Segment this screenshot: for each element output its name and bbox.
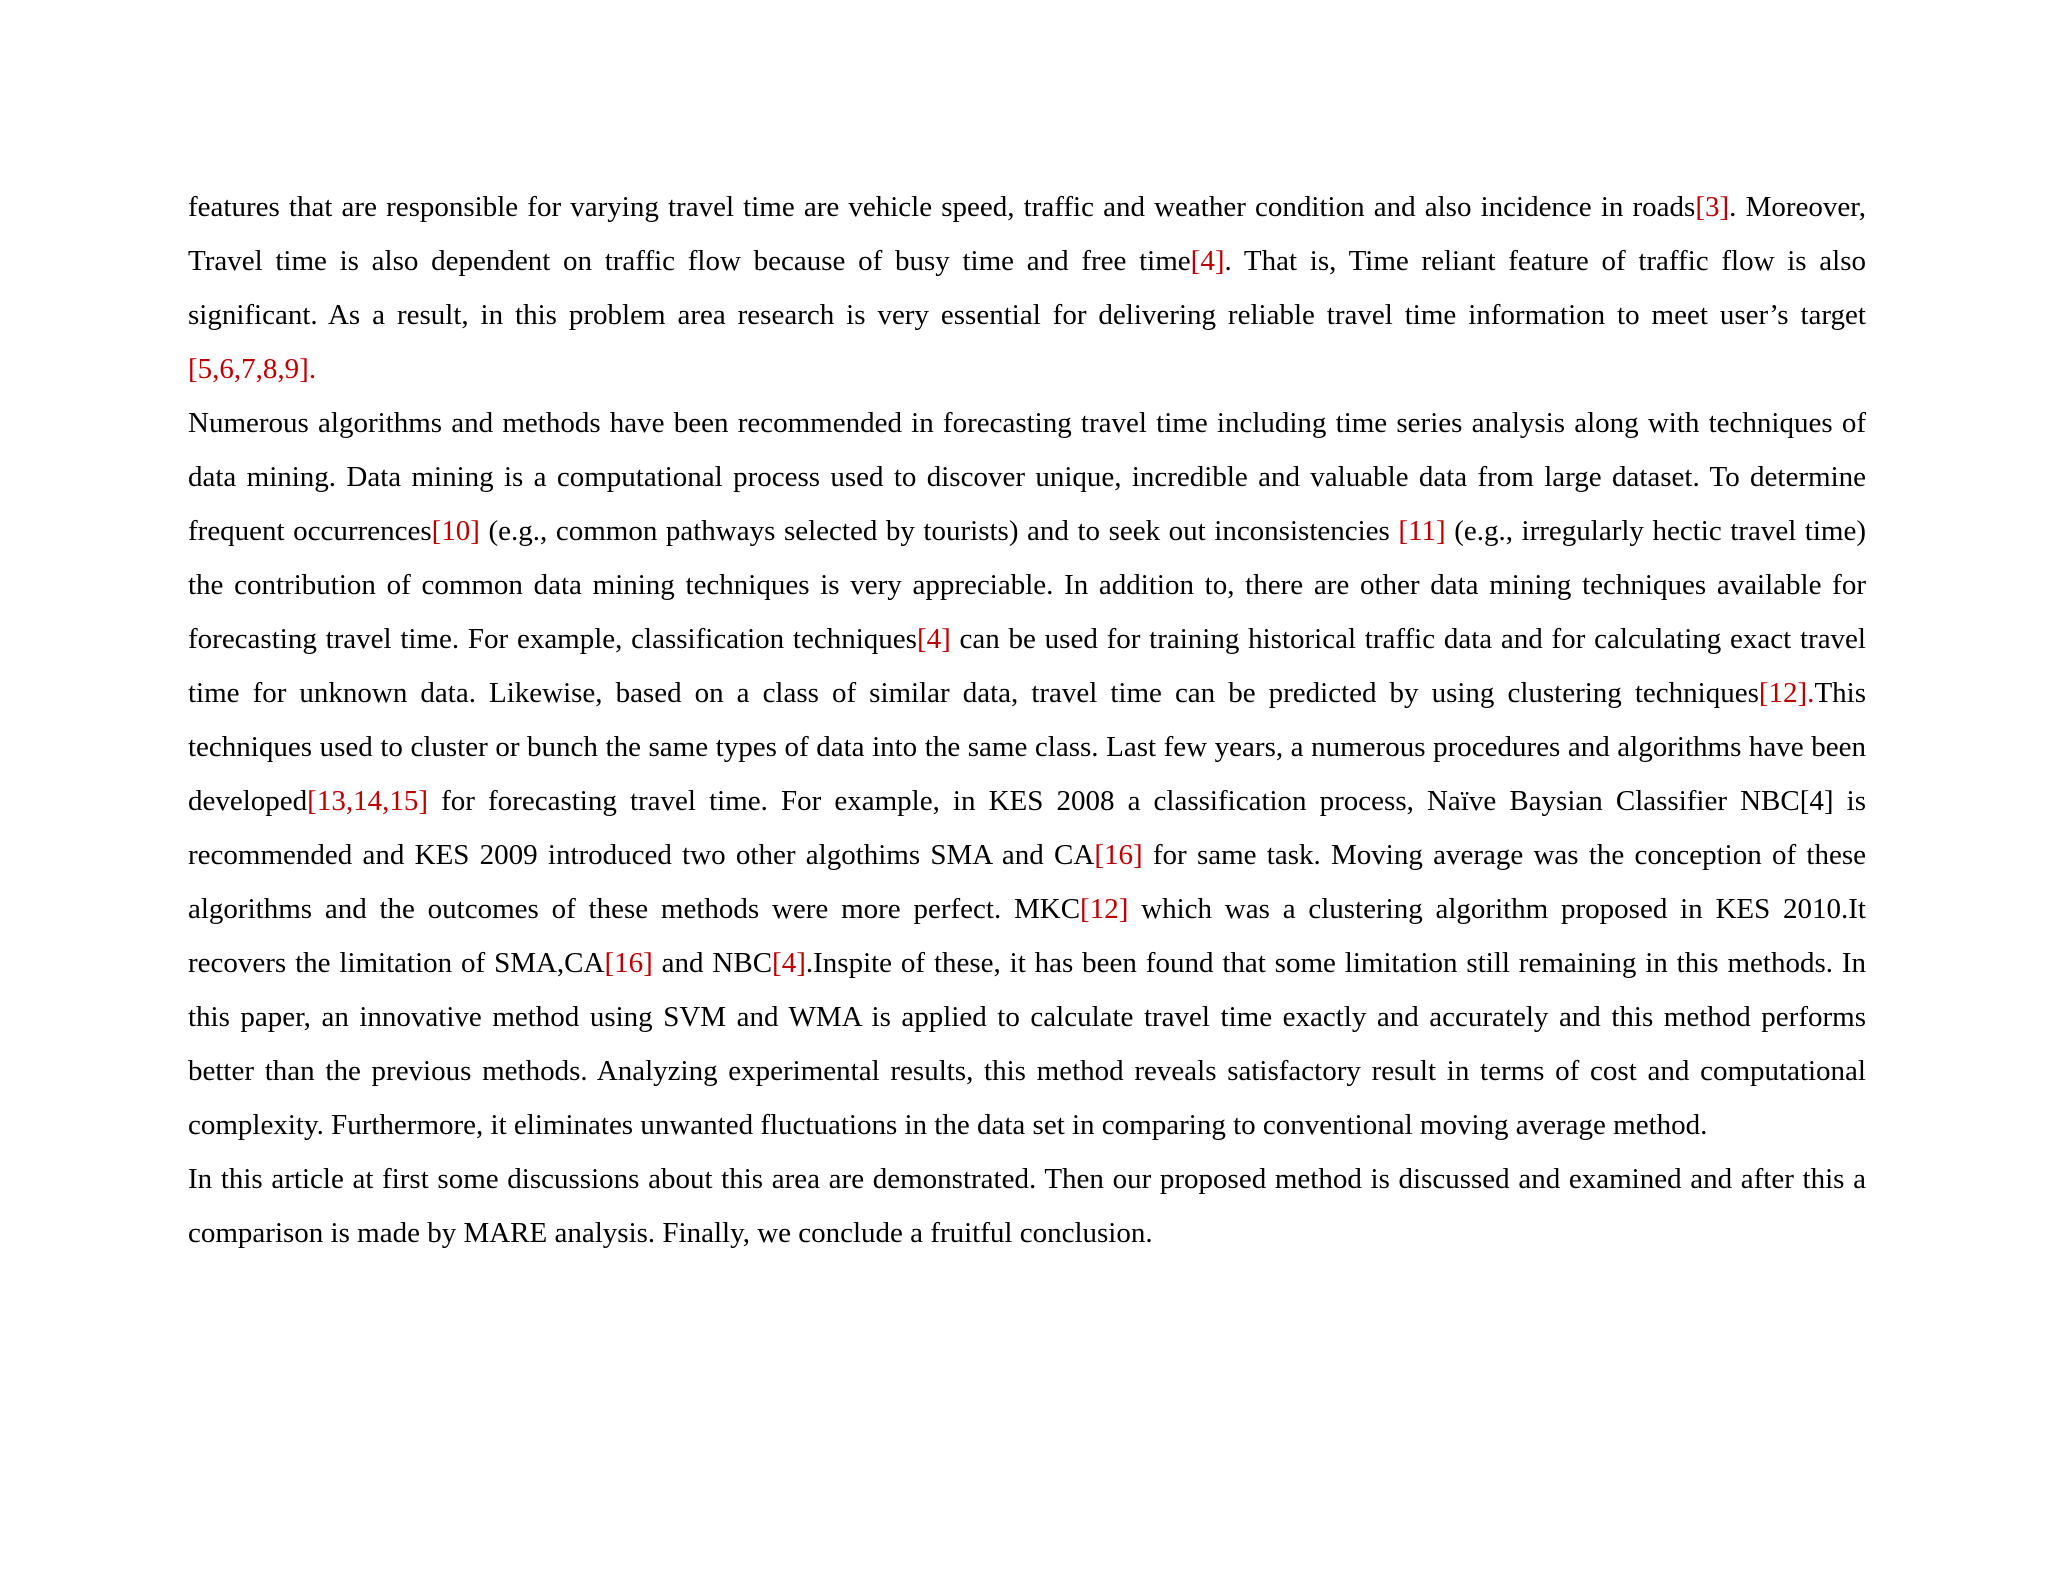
citation-link[interactable]: [4] xyxy=(1190,245,1225,277)
text-run: for same task. Moving average was the conception of these algorithms and the outcomes of these methods were more perfect. MKC xyxy=(188,839,1866,925)
text-run: which was a clustering algorithm proposed in KES 2010.It recovers the limitation of SMA,CA xyxy=(188,893,1866,979)
citation-link[interactable]: [16] xyxy=(1094,839,1143,871)
paragraph-3 xyxy=(188,1152,1866,1260)
paragraph-2 xyxy=(188,396,1866,1152)
text-run: Numerous algorithms and methods have been recommended in forecasting travel time including time series analysis along with techniques of data mining. Data mining is a computational process used to discover unique, incredible and valuable data from large dataset. To determine frequent occurrences xyxy=(188,407,1866,547)
text-run: features that are responsible for varying travel time are vehicle speed, traffic and weather condition and also incidence in roads xyxy=(188,191,1696,223)
text-run: can be used for training historical traffic data and for calculating exact travel time for unknown data. Likewise, based on a class of similar data, travel time can be predicted by using clustering techniques xyxy=(188,623,1866,709)
text-run: This techniques used to cluster or bunch the same types of data into the same class. Last few years, a numerous procedures and algorithms have been developed xyxy=(188,677,1866,817)
citation-link[interactable]: [3] xyxy=(1695,191,1730,223)
text-run: .Inspite of these, it has been found that some limitation still remaining in this methods. In this paper, an innovative method using SVM and WMA is applied to calculate travel time exactly and accurately and this method performs better than the previous methods. Analyzing experimental results, this method reveals satisfactory result in terms of cost and computational complexity. Furthermore, it eliminates unwanted fluctuations in the data set in comparing to conventional moving average method. xyxy=(188,947,1867,1141)
citation-link[interactable]: [10] xyxy=(431,515,480,547)
citation-link[interactable]: [4] xyxy=(916,623,951,655)
citation-link[interactable]: [11] xyxy=(1398,515,1446,547)
citation-link[interactable]: [12] xyxy=(1080,893,1129,925)
text-run: (e.g., irregularly hectic travel time) the contribution of common data mining techniques is very appreciable. In addition to, there are other data mining techniques available for forecasting travel time. For example, classification techniques xyxy=(188,515,1867,655)
page-body xyxy=(188,180,1866,1260)
citation-link[interactable]: [12]. xyxy=(1758,677,1815,709)
citation-link[interactable]: [4] xyxy=(772,947,806,979)
text-run: for forecasting travel time. For example, in KES 2008 a classification process, Naïve Baysian Classifier NBC[4] is recommended and KES 2009 introduced two other algothims SMA and CA xyxy=(188,785,1866,871)
text-run: . That is, Time reliant feature of traffic flow is also significant. As a result, in this problem area research is very essential for delivering reliable travel time information to meet user’s target xyxy=(188,245,1866,331)
text-run: In this article at first some discussions about this area are demonstrated. Then our proposed method is discussed and examined and after this a comparison is made by MARE analysis. Finally, we conclude a fruitful conclusion. xyxy=(188,1163,1866,1249)
citation-link[interactable]: [13,14,15] xyxy=(307,785,428,817)
text-run: . Moreover, Travel time is also dependent on traffic flow because of busy time and free time xyxy=(188,191,1866,277)
citation-link[interactable]: [16] xyxy=(604,947,653,979)
text-run: (e.g., common pathways selected by tourists) and to seek out inconsistencies xyxy=(479,515,1399,547)
paragraph-1 xyxy=(188,180,1866,396)
citation-link[interactable]: [5,6,7,8,9]. xyxy=(188,353,317,385)
text-run: and NBC xyxy=(652,947,773,979)
